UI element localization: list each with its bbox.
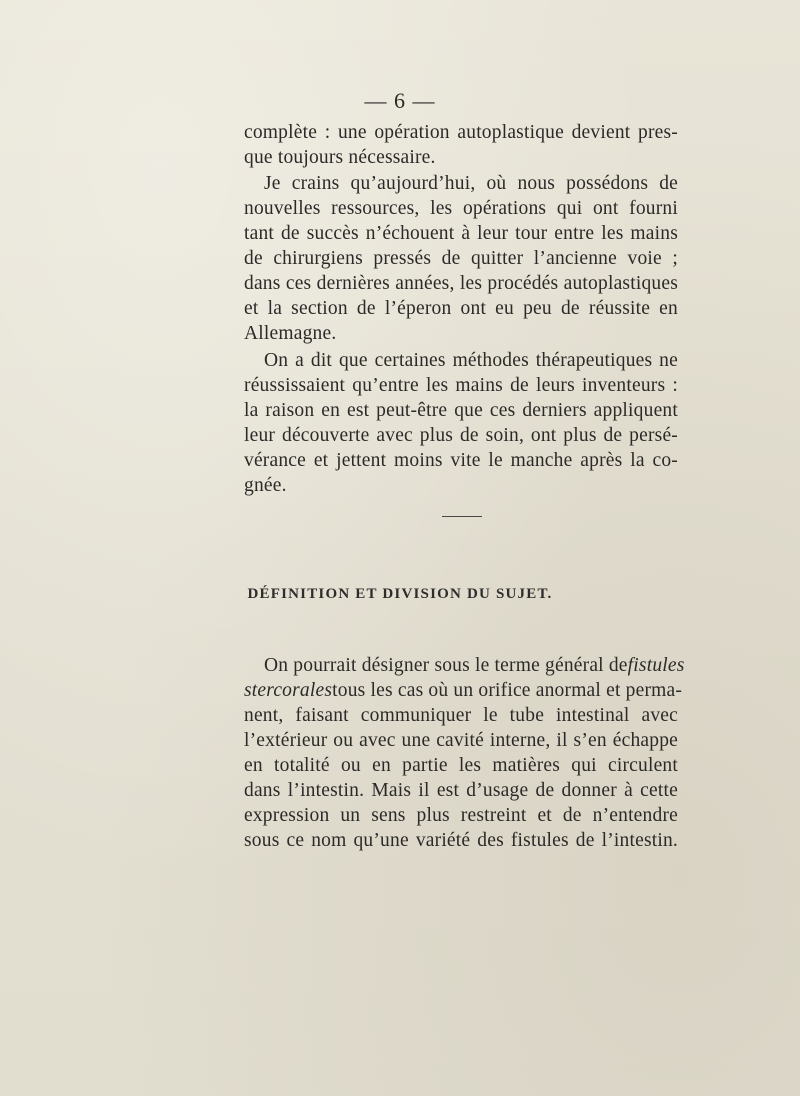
text-line: complète : une opération autoplastique devient pres- <box>244 122 678 143</box>
italic-term: stercorales <box>244 680 333 701</box>
text-line: vérance et jettent moins vite le manche après la co- <box>244 450 678 471</box>
text-line: l’extérieur ou avec une cavité interne, il s’en échappe <box>244 730 678 751</box>
text-line <box>244 678 683 703</box>
text-line: Allemagne. <box>244 323 337 344</box>
text-line: que toujours nécessaire. <box>244 147 436 168</box>
text-line <box>264 653 685 678</box>
text-line: de chirurgiens pressés de quitter l’ancienne voie ; <box>244 248 678 269</box>
text-line: gnée. <box>244 475 287 496</box>
text-line: expression un sens plus restreint et de n’entendre <box>244 805 678 826</box>
text-line: la raison en est peut-être que ces derniers appliquent <box>244 400 678 421</box>
text-span: tous les cas où un orifice anormal et perma- <box>332 680 683 701</box>
text-line: leur découverte avec plus de soin, ont plus de persé- <box>244 425 678 446</box>
text-line: en totalité ou en partie les matières qui circulent <box>244 755 678 776</box>
text-line: dans ces dernières années, les procédés autoplastiques <box>244 273 678 294</box>
text-line: On a dit que certaines méthodes thérapeutiques ne <box>264 350 678 371</box>
text-line: sous ce nom qu’une variété des fistules de l’intestin. <box>244 830 678 851</box>
text-line: tant de succès n’échouent à leur tour entre les mains <box>244 223 678 244</box>
italic-term: fistules <box>627 655 685 676</box>
text-line: réussissaient qu’entre les mains de leurs inventeurs : <box>244 375 678 396</box>
text-line: nouvelles ressources, les opérations qui ont fourni <box>244 198 678 219</box>
section-heading: DÉFINITION ET DIVISION DU SUJET. <box>247 586 553 602</box>
text-line: et la section de l’éperon ont eu peu de réussite en <box>244 298 678 319</box>
text-line: dans l’intestin. Mais il est d’usage de donner à cette <box>244 780 678 801</box>
text-line: nent, faisant communiquer le tube intestinal avec <box>244 705 678 726</box>
page-number: — 6 — <box>364 88 436 113</box>
text-span: On pourrait désigner sous le terme général de <box>264 655 628 676</box>
text-line: Je crains qu’aujourd’hui, où nous possédons de <box>264 173 678 194</box>
separator-rule <box>442 516 482 517</box>
